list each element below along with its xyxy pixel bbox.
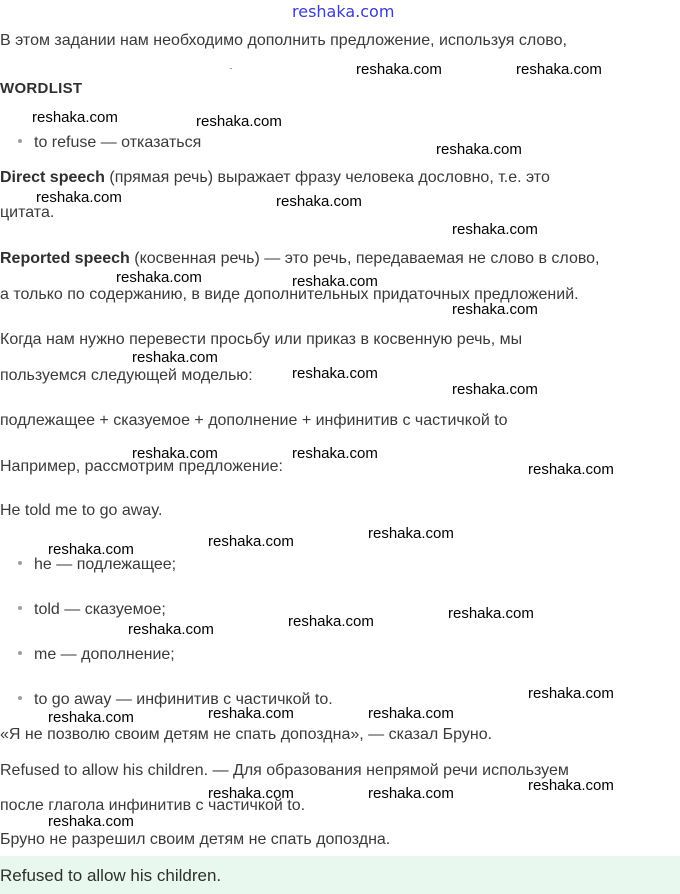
watermark: reshaka.com [292,273,378,290]
watermark: reshaka.com [196,113,282,130]
watermark: reshaka.com [452,221,538,238]
watermark: reshaka.com [128,621,214,638]
watermark: reshaka.com [528,461,614,478]
translation: Бруно не разрешил своим детям не спать допоздна. [0,831,391,848]
reported-speech-term: Reported speech [0,250,130,267]
direct-speech-line: Direct speech (прямая речь) выражает фразу человека дословно, т.е. это [0,169,550,186]
example-sentence: He told me to go away. [0,502,163,519]
watermark: reshaka.com [292,445,378,462]
wordlist-item: to refuse — отказаться [18,134,201,152]
bullet-icon [18,139,22,143]
list-item: me — дополнение; [18,646,175,664]
bullet-icon [18,651,22,655]
watermark: reshaka.com [48,709,134,726]
watermark: reshaka.com [528,685,614,702]
bullet-icon [18,606,22,610]
divider-mark [230,68,232,69]
list-item: told — сказуемое; [18,601,166,619]
watermark: reshaka.com [356,61,442,78]
model-intro-line-1: Когда нам нужно перевести просьбу или приказ в косвенную речь, мы [0,331,523,348]
site-header[interactable]: reshaka.com [292,2,395,21]
watermark: reshaka.com [448,605,534,622]
watermark: reshaka.com [132,445,218,462]
direct-speech-line-2: цитата. [0,204,55,221]
watermark: reshaka.com [368,525,454,542]
bullet-icon [18,696,22,700]
reported-speech-line: Reported speech (косвенная речь) — это речь, передаваемая не слово в слово, [0,250,600,267]
explanation-line-2: после глагола инфинитив с частичкой to. [0,797,306,814]
watermark: reshaka.com [48,813,134,830]
watermark: reshaka.com [528,777,614,794]
watermark: reshaka.com [452,301,538,318]
watermark: reshaka.com [276,193,362,210]
watermark: reshaka.com [116,269,202,286]
wordlist-heading: WORDLIST [0,80,83,97]
reported-speech-line-2: а только по содержанию, в виде дополнительных придаточных предложений. [0,286,579,303]
model-intro-line-2: пользуемся следующей моделью: [0,367,253,384]
direct-speech-term: Direct speech [0,169,105,186]
answer-text: Refused to allow his children. [0,866,222,885]
watermark: reshaka.com [452,381,538,398]
watermark: reshaka.com [48,541,134,558]
model-formula: подлежащее + сказуемое + дополнение + инфинитив с частичкой to [0,412,508,429]
explanation-line-1: Refused to allow his children. — Для образования непрямой речи используем [0,762,569,779]
bullet-icon [18,561,22,565]
watermark: reshaka.com [208,533,294,550]
watermark: reshaka.com [208,785,294,802]
watermark: reshaka.com [436,141,522,158]
list-item: he — подлежащее; [18,556,176,574]
watermark: reshaka.com [288,613,374,630]
watermark: reshaka.com [132,349,218,366]
list-item: to go away — инфинитив с частичкой to. [18,691,333,709]
watermark: reshaka.com [292,365,378,382]
watermark: reshaka.com [36,189,122,206]
watermark: reshaka.com [32,109,118,126]
watermark: reshaka.com [516,61,602,78]
watermark: reshaka.com [208,705,294,722]
watermark: reshaka.com [368,705,454,722]
quote: «Я не позволю своим детям не спать допоздна», — сказал Бруно. [0,726,493,743]
intro-text: В этом задании нам необходимо дополнить предложение, используя слово, [0,32,567,49]
example-intro: Например, рассмотрим предложение: [0,458,283,475]
watermark: reshaka.com [368,785,454,802]
